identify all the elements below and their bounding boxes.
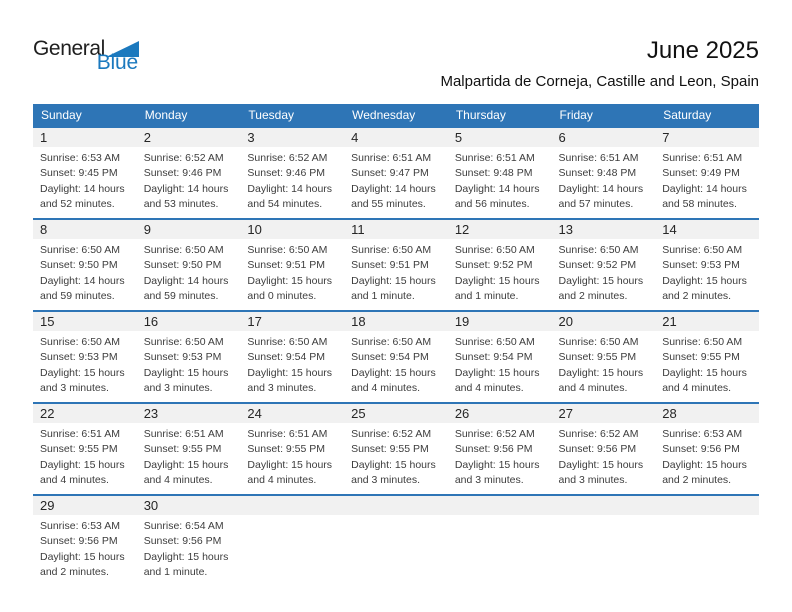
sunset-text: Sunset: 9:50 PM [40, 259, 118, 272]
daylight-text-line1: Daylight: 14 hours [351, 182, 436, 195]
day-cell-details [344, 331, 448, 396]
daylight-text-line2: and 52 minutes. [40, 197, 115, 210]
title-block [440, 38, 759, 90]
day-number-band [240, 496, 344, 515]
day-number-band [552, 128, 656, 147]
day-cell-details [344, 147, 448, 212]
weekday-header-thursday: Thursday [448, 104, 552, 127]
day-number: 28 [662, 406, 677, 421]
weekday-header-saturday: Saturday [655, 104, 759, 127]
day-number-band [344, 128, 448, 147]
day-number-band [448, 496, 552, 515]
day-cell-details [240, 331, 344, 396]
day-number: 1 [40, 130, 48, 145]
weekday-header-sunday: Sunday [33, 104, 137, 127]
sunset-text: Sunset: 9:56 PM [40, 535, 118, 548]
weekday-header-friday: Friday [552, 104, 656, 127]
day-cell-details [344, 423, 448, 488]
sunrise-text: Sunrise: 6:50 AM [558, 336, 639, 348]
day-number-band [33, 312, 137, 331]
daylight-text-line1: Daylight: 15 hours [662, 458, 747, 471]
sunset-text: Sunset: 9:48 PM [454, 167, 533, 180]
day-number: 2 [143, 130, 151, 145]
day-cell-21 [655, 311, 759, 403]
daylight-text-line1: Daylight: 15 hours [40, 366, 125, 379]
day-number-band [552, 496, 656, 515]
day-cell-27 [552, 403, 656, 495]
daylight-text-line2: and 55 minutes. [351, 197, 426, 210]
day-cell-details [33, 147, 137, 212]
sunset-text: Sunset: 9:55 PM [247, 443, 326, 456]
day-number-band [552, 220, 656, 239]
day-number-band [33, 496, 137, 515]
day-number-band [344, 312, 448, 331]
day-cell-5 [448, 127, 552, 219]
week-row-2 [33, 219, 759, 311]
sunset-text: Sunset: 9:46 PM [247, 167, 326, 180]
daylight-text-line1: Daylight: 15 hours [143, 550, 229, 563]
daylight-text-line1: Daylight: 15 hours [351, 458, 436, 471]
day-number-band [137, 404, 241, 423]
day-cell-14 [655, 219, 759, 311]
sunrise-text: Sunrise: 6:51 AM [662, 152, 743, 164]
sunset-text: Sunset: 9:54 PM [351, 351, 429, 364]
sunset-text: Sunset: 9:49 PM [662, 167, 740, 180]
sunrise-text: Sunrise: 6:50 AM [662, 244, 743, 256]
day-number-band [552, 404, 656, 423]
day-number: 11 [351, 222, 365, 237]
daylight-text-line1: Daylight: 15 hours [454, 458, 540, 471]
day-number: 29 [40, 498, 55, 513]
day-cell-details [655, 147, 759, 212]
day-number: 15 [40, 314, 55, 329]
day-number: 27 [558, 406, 573, 421]
day-cell-details [33, 423, 137, 488]
day-cell-28 [655, 403, 759, 495]
day-cell-details [552, 147, 656, 212]
day-cell-8 [33, 219, 137, 311]
day-number: 20 [558, 314, 573, 329]
day-cell-22 [33, 403, 137, 495]
daylight-text-line2: and 4 minutes. [558, 381, 628, 394]
sunset-text: Sunset: 9:51 PM [351, 259, 429, 272]
day-number-band [655, 496, 759, 515]
day-cell-19 [448, 311, 552, 403]
sunset-text: Sunset: 9:54 PM [454, 351, 533, 364]
day-cell-9 [137, 219, 241, 311]
day-cell-2 [137, 127, 241, 219]
daylight-text-line1: Daylight: 15 hours [558, 366, 644, 379]
day-cell-details [137, 147, 241, 212]
day-number-band [240, 404, 344, 423]
sunset-text: Sunset: 9:55 PM [143, 443, 222, 456]
day-number-band [655, 128, 759, 147]
weekday-header-tuesday: Tuesday [240, 104, 344, 127]
sunset-text: Sunset: 9:46 PM [143, 167, 222, 180]
sunset-text: Sunset: 9:56 PM [143, 535, 222, 548]
daylight-text-line2: and 57 minutes. [558, 197, 634, 210]
sunset-text: Sunset: 9:55 PM [558, 351, 637, 364]
sunset-text: Sunset: 9:56 PM [662, 443, 740, 456]
daylight-text-line2: and 3 minutes. [351, 473, 420, 486]
daylight-text-line1: Daylight: 15 hours [351, 274, 436, 287]
day-cell-details [655, 423, 759, 488]
day-cell-details [344, 239, 448, 304]
day-number-band [240, 128, 344, 147]
daylight-text-line1: Daylight: 14 hours [40, 274, 125, 287]
daylight-text-line1: Daylight: 15 hours [247, 274, 333, 287]
sunset-text: Sunset: 9:48 PM [558, 167, 637, 180]
sunset-text: Sunset: 9:55 PM [662, 351, 740, 364]
daylight-text-line1: Daylight: 15 hours [662, 366, 747, 379]
day-number: 30 [143, 498, 159, 513]
daylight-text-line1: Daylight: 15 hours [351, 366, 436, 379]
sunrise-text: Sunrise: 6:51 AM [143, 428, 224, 440]
day-cell-6 [552, 127, 656, 219]
day-number: 3 [247, 130, 255, 145]
calendar-table [33, 104, 759, 587]
day-cell-25 [344, 403, 448, 495]
empty-day-cell [552, 495, 656, 587]
daylight-text-line2: and 1 minute. [454, 289, 519, 302]
day-number-band [448, 220, 552, 239]
sunset-text: Sunset: 9:54 PM [247, 351, 326, 364]
daylight-text-line1: Daylight: 15 hours [143, 458, 229, 471]
sunset-text: Sunset: 9:56 PM [558, 443, 637, 456]
day-number: 24 [247, 406, 262, 421]
day-cell-12 [448, 219, 552, 311]
sunrise-text: Sunrise: 6:52 AM [558, 428, 639, 440]
daylight-text-line1: Daylight: 15 hours [454, 274, 540, 287]
day-number: 5 [454, 130, 463, 145]
sunrise-text: Sunrise: 6:51 AM [40, 428, 120, 440]
daylight-text-line1: Daylight: 15 hours [247, 458, 333, 471]
day-cell-details [552, 331, 656, 396]
daylight-text-line2: and 2 minutes. [558, 289, 628, 302]
day-number-band [240, 312, 344, 331]
sunrise-text: Sunrise: 6:50 AM [247, 336, 328, 348]
sunrise-text: Sunrise: 6:50 AM [40, 336, 120, 348]
day-cell-26 [448, 403, 552, 495]
empty-day-cell [344, 495, 448, 587]
sunrise-text: Sunrise: 6:51 AM [558, 152, 639, 164]
day-number-band [137, 220, 241, 239]
day-number: 19 [454, 314, 470, 329]
daylight-text-line2: and 2 minutes. [662, 473, 732, 486]
day-number-band [344, 220, 448, 239]
day-number-band [552, 312, 656, 331]
sunset-text: Sunset: 9:55 PM [40, 443, 118, 456]
daylight-text-line1: Daylight: 14 hours [558, 182, 644, 195]
daylight-text-line2: and 3 minutes. [247, 381, 317, 394]
daylight-text-line2: and 59 minutes. [143, 289, 219, 302]
daylight-text-line2: and 1 minute. [351, 289, 415, 302]
day-cell-details [655, 239, 759, 304]
sunset-text: Sunset: 9:51 PM [247, 259, 326, 272]
daylight-text-line1: Daylight: 14 hours [40, 182, 125, 195]
day-cell-29 [33, 495, 137, 587]
weekday-header-row [33, 104, 759, 127]
day-number-band [33, 128, 137, 147]
day-number-band [448, 128, 552, 147]
sunrise-text: Sunrise: 6:54 AM [143, 520, 224, 532]
day-number-band [344, 496, 448, 515]
sunrise-text: Sunrise: 6:52 AM [454, 428, 535, 440]
day-number: 4 [351, 130, 359, 145]
sunrise-text: Sunrise: 6:52 AM [143, 152, 224, 164]
daylight-text-line2: and 59 minutes. [40, 289, 115, 302]
day-number: 7 [662, 130, 670, 145]
month-title: June 2025 [646, 37, 759, 64]
day-cell-10 [240, 219, 344, 311]
daylight-text-line1: Daylight: 15 hours [558, 458, 644, 471]
day-number-band [655, 312, 759, 331]
week-row-4 [33, 403, 759, 495]
day-cell-details [448, 239, 552, 304]
daylight-text-line2: and 1 minute. [143, 565, 208, 578]
daylight-text-line2: and 4 minutes. [662, 381, 732, 394]
daylight-text-line1: Daylight: 15 hours [454, 366, 540, 379]
sunrise-text: Sunrise: 6:51 AM [454, 152, 535, 164]
day-number-band [33, 220, 137, 239]
day-cell-17 [240, 311, 344, 403]
day-cell-1 [33, 127, 137, 219]
day-cell-details [137, 331, 241, 396]
logo-text-blue: Blue [96, 51, 138, 74]
day-number: 26 [454, 406, 470, 421]
empty-day-cell [655, 495, 759, 587]
sunrise-text: Sunrise: 6:53 AM [40, 520, 120, 532]
daylight-text-line2: and 54 minutes. [247, 197, 323, 210]
daylight-text-line2: and 2 minutes. [662, 289, 732, 302]
sunrise-text: Sunrise: 6:53 AM [662, 428, 743, 440]
day-number-band [240, 220, 344, 239]
day-number-band [137, 312, 241, 331]
day-number: 23 [143, 406, 159, 421]
sunset-text: Sunset: 9:52 PM [558, 259, 637, 272]
day-number-band [137, 128, 241, 147]
sunset-text: Sunset: 9:45 PM [40, 167, 118, 180]
day-number-band [137, 496, 241, 515]
location-subtitle: Malpartida de Corneja, Castille and Leon, Spain [440, 73, 759, 91]
daylight-text-line1: Daylight: 14 hours [143, 274, 229, 287]
day-cell-16 [137, 311, 241, 403]
daylight-text-line1: Daylight: 14 hours [143, 182, 229, 195]
empty-day-cell [448, 495, 552, 587]
day-cell-details [137, 239, 241, 304]
sunrise-text: Sunrise: 6:50 AM [351, 244, 432, 256]
sunrise-text: Sunrise: 6:50 AM [454, 244, 535, 256]
day-cell-24 [240, 403, 344, 495]
daylight-text-line1: Daylight: 15 hours [143, 366, 229, 379]
day-number: 22 [40, 406, 55, 421]
weekday-header-monday: Monday [137, 104, 241, 127]
daylight-text-line2: and 58 minutes. [662, 197, 737, 210]
day-number: 18 [351, 314, 366, 329]
day-cell-18 [344, 311, 448, 403]
sunrise-text: Sunrise: 6:53 AM [40, 152, 120, 164]
sunset-text: Sunset: 9:50 PM [143, 259, 222, 272]
day-number: 9 [143, 222, 151, 237]
sunset-text: Sunset: 9:53 PM [662, 259, 740, 272]
daylight-text-line1: Daylight: 14 hours [454, 182, 540, 195]
day-cell-details [137, 515, 241, 580]
daylight-text-line1: Daylight: 14 hours [662, 182, 747, 195]
sunset-text: Sunset: 9:55 PM [351, 443, 429, 456]
week-row-1 [33, 127, 759, 219]
day-cell-details [448, 423, 552, 488]
daylight-text-line1: Daylight: 14 hours [247, 182, 333, 195]
week-row-3 [33, 311, 759, 403]
day-cell-3 [240, 127, 344, 219]
daylight-text-line2: and 2 minutes. [40, 565, 109, 578]
day-number-band [33, 404, 137, 423]
daylight-text-line2: and 4 minutes. [454, 381, 524, 394]
sunrise-text: Sunrise: 6:50 AM [143, 336, 224, 348]
daylight-text-line2: and 3 minutes. [454, 473, 524, 486]
daylight-text-line1: Daylight: 15 hours [247, 366, 333, 379]
day-cell-30 [137, 495, 241, 587]
day-number: 21 [662, 314, 677, 329]
day-cell-details [552, 239, 656, 304]
daylight-text-line2: and 4 minutes. [143, 473, 213, 486]
day-number: 12 [454, 222, 470, 237]
day-number-band [655, 404, 759, 423]
day-cell-details [33, 239, 137, 304]
daylight-text-line2: and 56 minutes. [454, 197, 530, 210]
day-cell-details [137, 423, 241, 488]
sunrise-text: Sunrise: 6:50 AM [351, 336, 432, 348]
sunrise-text: Sunrise: 6:51 AM [247, 428, 328, 440]
day-number: 10 [247, 222, 262, 237]
day-number-band [344, 404, 448, 423]
sunrise-text: Sunrise: 6:50 AM [247, 244, 328, 256]
sunset-text: Sunset: 9:56 PM [454, 443, 533, 456]
sunrise-text: Sunrise: 6:52 AM [351, 428, 432, 440]
day-cell-details [552, 423, 656, 488]
daylight-text-line2: and 3 minutes. [558, 473, 628, 486]
general-blue-logo [33, 38, 139, 73]
sunrise-text: Sunrise: 6:50 AM [454, 336, 535, 348]
daylight-text-line2: and 3 minutes. [143, 381, 213, 394]
day-cell-details [240, 423, 344, 488]
sunrise-text: Sunrise: 6:50 AM [558, 244, 639, 256]
daylight-text-line1: Daylight: 15 hours [40, 550, 125, 563]
day-cell-details [33, 331, 137, 396]
day-cell-11 [344, 219, 448, 311]
sunset-text: Sunset: 9:47 PM [351, 167, 429, 180]
day-number: 16 [143, 314, 159, 329]
day-cell-15 [33, 311, 137, 403]
day-number: 14 [662, 222, 677, 237]
day-cell-20 [552, 311, 656, 403]
daylight-text-line2: and 4 minutes. [351, 381, 420, 394]
sunset-text: Sunset: 9:52 PM [454, 259, 533, 272]
daylight-text-line2: and 4 minutes. [247, 473, 317, 486]
daylight-text-line1: Daylight: 15 hours [40, 458, 125, 471]
day-cell-details [240, 239, 344, 304]
day-number-band [448, 312, 552, 331]
daylight-text-line1: Daylight: 15 hours [558, 274, 644, 287]
weekday-header-wednesday: Wednesday [344, 104, 448, 127]
day-cell-23 [137, 403, 241, 495]
day-number: 17 [247, 314, 262, 329]
day-cell-details [655, 331, 759, 396]
day-cell-7 [655, 127, 759, 219]
day-cell-details [240, 147, 344, 212]
daylight-text-line2: and 53 minutes. [143, 197, 219, 210]
sunset-text: Sunset: 9:53 PM [40, 351, 118, 364]
daylight-text-line2: and 4 minutes. [40, 473, 109, 486]
week-row-5 [33, 495, 759, 587]
day-number: 13 [558, 222, 573, 237]
daylight-text-line2: and 3 minutes. [40, 381, 109, 394]
day-cell-details [448, 147, 552, 212]
sunset-text: Sunset: 9:53 PM [143, 351, 222, 364]
daylight-text-line2: and 0 minutes. [247, 289, 317, 302]
day-number: 6 [558, 130, 566, 145]
day-cell-13 [552, 219, 656, 311]
day-number: 8 [40, 222, 48, 237]
sunrise-text: Sunrise: 6:50 AM [40, 244, 120, 256]
day-cell-4 [344, 127, 448, 219]
day-cell-details [448, 331, 552, 396]
sunrise-text: Sunrise: 6:50 AM [143, 244, 224, 256]
day-number-band [655, 220, 759, 239]
logo-text-general: General [33, 37, 105, 60]
day-cell-details [33, 515, 137, 580]
sunrise-text: Sunrise: 6:52 AM [247, 152, 328, 164]
daylight-text-line1: Daylight: 15 hours [662, 274, 747, 287]
sunrise-text: Sunrise: 6:50 AM [662, 336, 743, 348]
empty-day-cell [240, 495, 344, 587]
sunrise-text: Sunrise: 6:51 AM [351, 152, 432, 164]
day-number-band [448, 404, 552, 423]
page-header [33, 38, 759, 90]
day-number: 25 [351, 406, 366, 421]
